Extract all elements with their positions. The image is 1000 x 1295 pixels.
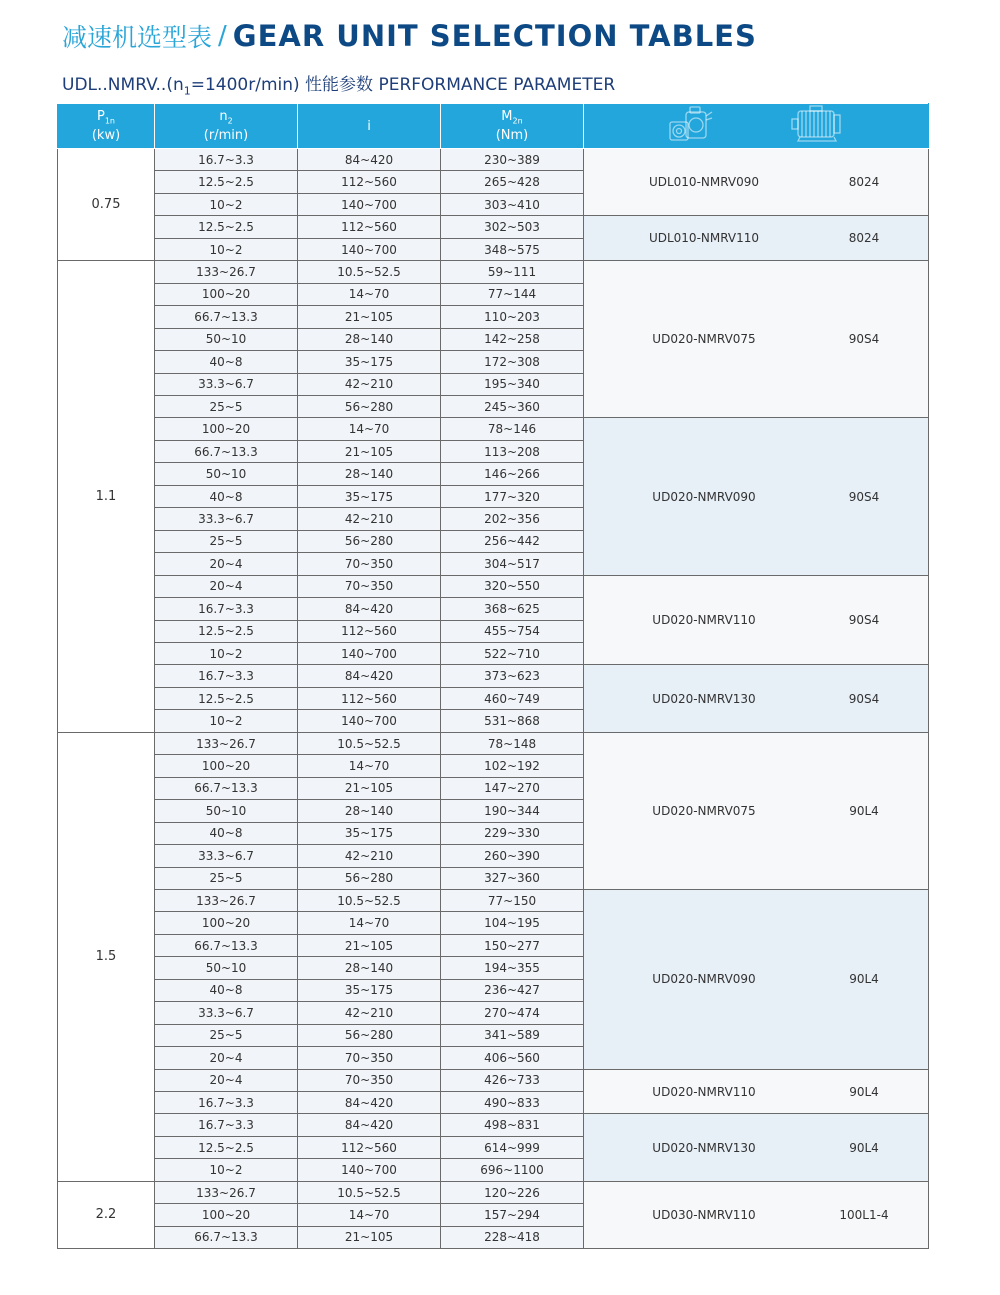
speed-cell: 100~20 (155, 418, 298, 440)
torque-cell: 77~150 (441, 889, 584, 911)
ratio-cell: 10.5~52.5 (298, 1181, 441, 1203)
table-body (58, 149, 929, 1249)
table-row (58, 575, 929, 597)
ratio-cell: 112~560 (298, 216, 441, 238)
header-power-unit: (kw) (91, 128, 121, 144)
torque-cell: 260~390 (441, 845, 584, 867)
torque-cell: 120~226 (441, 1181, 584, 1203)
ratio-cell: 70~350 (298, 1047, 441, 1069)
ratio-cell: 28~140 (298, 800, 441, 822)
header-speed-unit: (r/min) (203, 128, 249, 144)
speed-cell: 16.7~3.3 (155, 598, 298, 620)
table-row (58, 1114, 929, 1136)
motor-frame: 90L4 (849, 803, 879, 818)
electric-motor-icon (790, 105, 844, 147)
speed-cell: 20~4 (155, 1047, 298, 1069)
model-cell (584, 149, 929, 216)
model-cell (584, 1181, 929, 1248)
torque-cell: 113~208 (441, 440, 584, 462)
header-torque (441, 104, 584, 149)
ratio-cell: 112~560 (298, 620, 441, 642)
ratio-cell: 21~105 (298, 777, 441, 799)
model-info (584, 175, 928, 189)
motor-frame: 90L4 (849, 1140, 879, 1155)
ratio-cell: 14~70 (298, 418, 441, 440)
ratio-cell: 42~210 (298, 1002, 441, 1024)
torque-cell: 302~503 (441, 216, 584, 238)
table-row (58, 1181, 929, 1203)
speed-cell: 66.7~13.3 (155, 934, 298, 956)
motor-frame: 90S4 (848, 332, 880, 347)
model-info (584, 804, 928, 818)
ratio-cell: 42~210 (298, 845, 441, 867)
ratio-cell: 84~420 (298, 598, 441, 620)
speed-cell: 12.5~2.5 (155, 687, 298, 709)
gear-unit-model: UDL010-NMRV090 (648, 175, 760, 190)
motor-frame: 90L4 (849, 972, 879, 987)
torque-cell: 270~474 (441, 1002, 584, 1024)
ratio-cell: 84~420 (298, 149, 441, 171)
ratio-cell: 42~210 (298, 373, 441, 395)
speed-cell: 16.7~3.3 (155, 1114, 298, 1136)
ratio-cell: 140~700 (298, 193, 441, 215)
ratio-cell: 140~700 (298, 1159, 441, 1181)
speed-cell: 12.5~2.5 (155, 620, 298, 642)
speed-cell: 20~4 (155, 553, 298, 575)
torque-cell: 78~146 (441, 418, 584, 440)
selection-table (57, 103, 929, 1249)
gear-unit-model: UD020-NMRV110 (652, 1084, 756, 1099)
model-cell (584, 732, 929, 889)
torque-cell: 696~1100 (441, 1159, 584, 1181)
gear-unit-model: UD020-NMRV090 (652, 972, 756, 987)
ratio-cell: 56~280 (298, 867, 441, 889)
header-ratio (298, 104, 441, 149)
ratio-cell: 70~350 (298, 1069, 441, 1091)
speed-cell: 16.7~3.3 (155, 149, 298, 171)
model-info (584, 490, 928, 504)
subtitle-prefix: UDL..NMRV..(n (62, 75, 184, 95)
table-row (58, 216, 929, 238)
torque-cell: 406~560 (441, 1047, 584, 1069)
header-power-symbol: P (96, 108, 105, 124)
torque-cell: 190~344 (441, 800, 584, 822)
table-header-row (58, 104, 929, 149)
model-cell (584, 216, 929, 261)
ratio-cell: 35~175 (298, 979, 441, 1001)
ratio-cell: 10.5~52.5 (298, 261, 441, 283)
torque-cell: 320~550 (441, 575, 584, 597)
speed-cell: 50~10 (155, 463, 298, 485)
header-speed-sub: 2 (227, 116, 233, 126)
ratio-cell: 28~140 (298, 463, 441, 485)
table-row (58, 261, 929, 283)
model-cell (584, 1114, 929, 1181)
torque-cell: 368~625 (441, 598, 584, 620)
ratio-cell: 84~420 (298, 1114, 441, 1136)
torque-cell: 177~320 (441, 485, 584, 507)
torque-cell: 147~270 (441, 777, 584, 799)
model-cell (584, 889, 929, 1069)
ratio-cell: 21~105 (298, 306, 441, 328)
ratio-cell: 10.5~52.5 (298, 889, 441, 911)
page-title (62, 18, 757, 60)
speed-cell: 100~20 (155, 755, 298, 777)
torque-cell: 102~192 (441, 755, 584, 777)
subtitle-rest: =1400r/min) 性能参数 PERFORMANCE PARAMETER (190, 75, 616, 95)
torque-cell: 195~340 (441, 373, 584, 395)
gear-unit-model: UD020-NMRV090 (652, 489, 756, 504)
speed-cell: 12.5~2.5 (155, 171, 298, 193)
ratio-cell: 84~420 (298, 665, 441, 687)
speed-cell: 25~5 (155, 530, 298, 552)
torque-cell: 230~389 (441, 149, 584, 171)
motor-frame: 100L1-4 (839, 1208, 889, 1223)
header-torque-unit: (Nm) (495, 128, 529, 144)
speed-cell: 16.7~3.3 (155, 1092, 298, 1114)
model-info (584, 1208, 928, 1222)
speed-cell: 10~2 (155, 642, 298, 664)
speed-cell: 40~8 (155, 979, 298, 1001)
torque-cell: 236~427 (441, 979, 584, 1001)
model-info (584, 692, 928, 706)
model-cell (584, 261, 929, 418)
ratio-cell: 28~140 (298, 957, 441, 979)
ratio-cell: 140~700 (298, 238, 441, 260)
ratio-cell: 42~210 (298, 508, 441, 530)
motor-frame: 8024 (848, 231, 880, 246)
torque-cell: 522~710 (441, 642, 584, 664)
ratio-cell: 28~140 (298, 328, 441, 350)
speed-cell: 66.7~13.3 (155, 1226, 298, 1248)
ratio-cell: 112~560 (298, 1136, 441, 1158)
speed-cell: 40~8 (155, 351, 298, 373)
gear-unit-model: UD020-NMRV110 (652, 613, 756, 628)
ratio-cell: 35~175 (298, 822, 441, 844)
gear-unit-model: UD030-NMRV110 (652, 1208, 756, 1223)
ratio-cell: 10.5~52.5 (298, 732, 441, 754)
torque-cell: 202~356 (441, 508, 584, 530)
speed-cell: 16.7~3.3 (155, 665, 298, 687)
speed-cell: 33.3~6.7 (155, 508, 298, 530)
speed-cell: 133~26.7 (155, 1181, 298, 1203)
header-power-sub: 1n (104, 116, 115, 126)
power-cell: 2.2 (58, 1181, 155, 1248)
torque-cell: 157~294 (441, 1204, 584, 1226)
torque-cell: 498~831 (441, 1114, 584, 1136)
speed-cell: 133~26.7 (155, 889, 298, 911)
speed-cell: 25~5 (155, 395, 298, 417)
ratio-cell: 14~70 (298, 1204, 441, 1226)
model-info (584, 972, 928, 986)
motor-frame: 8024 (848, 175, 880, 190)
torque-cell: 455~754 (441, 620, 584, 642)
torque-cell: 229~330 (441, 822, 584, 844)
speed-cell: 50~10 (155, 328, 298, 350)
speed-cell: 66.7~13.3 (155, 306, 298, 328)
header-torque-symbol: M (501, 108, 513, 124)
ratio-cell: 84~420 (298, 1092, 441, 1114)
torque-cell: 373~623 (441, 665, 584, 687)
model-cell (584, 418, 929, 575)
speed-cell: 100~20 (155, 1204, 298, 1226)
speed-cell: 66.7~13.3 (155, 440, 298, 462)
torque-cell: 150~277 (441, 934, 584, 956)
header-torque-sub: 2n (512, 116, 523, 126)
title-slash: / (218, 21, 227, 51)
table-row (58, 665, 929, 687)
ratio-cell: 35~175 (298, 351, 441, 373)
speed-cell: 33.3~6.7 (155, 845, 298, 867)
table-row (58, 732, 929, 754)
ratio-cell: 70~350 (298, 553, 441, 575)
gear-reducer-icon (668, 104, 714, 148)
table-row (58, 1069, 929, 1091)
gear-unit-model: UD020-NMRV130 (652, 1140, 756, 1155)
torque-cell: 146~266 (441, 463, 584, 485)
speed-cell: 40~8 (155, 485, 298, 507)
gear-unit-model: UD020-NMRV075 (652, 332, 756, 347)
motor-frame: 90S4 (848, 613, 880, 628)
torque-cell: 104~195 (441, 912, 584, 934)
ratio-cell: 14~70 (298, 283, 441, 305)
ratio-cell: 21~105 (298, 1226, 441, 1248)
torque-cell: 110~203 (441, 306, 584, 328)
speed-cell: 10~2 (155, 1159, 298, 1181)
speed-cell: 12.5~2.5 (155, 1136, 298, 1158)
ratio-cell: 21~105 (298, 440, 441, 462)
motor-frame: 90S4 (848, 489, 880, 504)
torque-cell: 78~148 (441, 732, 584, 754)
power-cell: 0.75 (58, 149, 155, 261)
table-row (58, 149, 929, 171)
subtitle-sub: 1 (183, 84, 191, 98)
model-info (584, 231, 928, 245)
speed-cell: 133~26.7 (155, 261, 298, 283)
ratio-cell: 70~350 (298, 575, 441, 597)
speed-cell: 50~10 (155, 957, 298, 979)
power-cell: 1.1 (58, 261, 155, 733)
torque-cell: 341~589 (441, 1024, 584, 1046)
title-chinese: 减速机选型表 (62, 23, 213, 52)
speed-cell: 100~20 (155, 283, 298, 305)
torque-cell: 245~360 (441, 395, 584, 417)
model-cell (584, 1069, 929, 1114)
header-ratio-symbol: i (367, 118, 371, 134)
torque-cell: 304~517 (441, 553, 584, 575)
ratio-cell: 14~70 (298, 755, 441, 777)
table-row (58, 418, 929, 440)
torque-cell: 256~442 (441, 530, 584, 552)
power-cell: 1.5 (58, 732, 155, 1181)
model-info (584, 332, 928, 346)
gear-unit-model: UD020-NMRV075 (652, 803, 756, 818)
torque-cell: 426~733 (441, 1069, 584, 1091)
title-english: GEAR UNIT SELECTION TABLES (232, 19, 757, 53)
torque-cell: 59~111 (441, 261, 584, 283)
ratio-cell: 140~700 (298, 642, 441, 664)
ratio-cell: 112~560 (298, 171, 441, 193)
speed-cell: 20~4 (155, 575, 298, 597)
ratio-cell: 14~70 (298, 912, 441, 934)
motor-frame: 90L4 (849, 1084, 879, 1099)
header-product-images (584, 104, 929, 149)
model-info (584, 613, 928, 627)
model-info (584, 1085, 928, 1099)
motor-frame: 90S4 (848, 691, 880, 706)
speed-cell: 10~2 (155, 238, 298, 260)
torque-cell: 327~360 (441, 867, 584, 889)
torque-cell: 460~749 (441, 687, 584, 709)
speed-cell: 133~26.7 (155, 732, 298, 754)
torque-cell: 490~833 (441, 1092, 584, 1114)
torque-cell: 228~418 (441, 1226, 584, 1248)
speed-cell: 25~5 (155, 867, 298, 889)
speed-cell: 66.7~13.3 (155, 777, 298, 799)
ratio-cell: 140~700 (298, 710, 441, 732)
table-row (58, 889, 929, 911)
speed-cell: 20~4 (155, 1069, 298, 1091)
gear-unit-model: UD020-NMRV130 (652, 691, 756, 706)
speed-cell: 100~20 (155, 912, 298, 934)
torque-cell: 77~144 (441, 283, 584, 305)
header-speed-symbol: n (219, 108, 228, 124)
torque-cell: 614~999 (441, 1136, 584, 1158)
torque-cell: 348~575 (441, 238, 584, 260)
subtitle (62, 70, 615, 97)
ratio-cell: 56~280 (298, 530, 441, 552)
torque-cell: 265~428 (441, 171, 584, 193)
speed-cell: 10~2 (155, 193, 298, 215)
speed-cell: 12.5~2.5 (155, 216, 298, 238)
speed-cell: 40~8 (155, 822, 298, 844)
header-power (58, 104, 155, 149)
model-info (584, 1141, 928, 1155)
torque-cell: 531~868 (441, 710, 584, 732)
model-cell (584, 575, 929, 665)
ratio-cell: 56~280 (298, 1024, 441, 1046)
speed-cell: 25~5 (155, 1024, 298, 1046)
header-output-speed (155, 104, 298, 149)
torque-cell: 172~308 (441, 351, 584, 373)
model-cell (584, 665, 929, 732)
ratio-cell: 35~175 (298, 485, 441, 507)
torque-cell: 142~258 (441, 328, 584, 350)
torque-cell: 303~410 (441, 193, 584, 215)
speed-cell: 33.3~6.7 (155, 1002, 298, 1024)
speed-cell: 10~2 (155, 710, 298, 732)
ratio-cell: 21~105 (298, 934, 441, 956)
gear-unit-model: UDL010-NMRV110 (648, 231, 760, 246)
ratio-cell: 56~280 (298, 395, 441, 417)
ratio-cell: 112~560 (298, 687, 441, 709)
speed-cell: 50~10 (155, 800, 298, 822)
speed-cell: 33.3~6.7 (155, 373, 298, 395)
torque-cell: 194~355 (441, 957, 584, 979)
